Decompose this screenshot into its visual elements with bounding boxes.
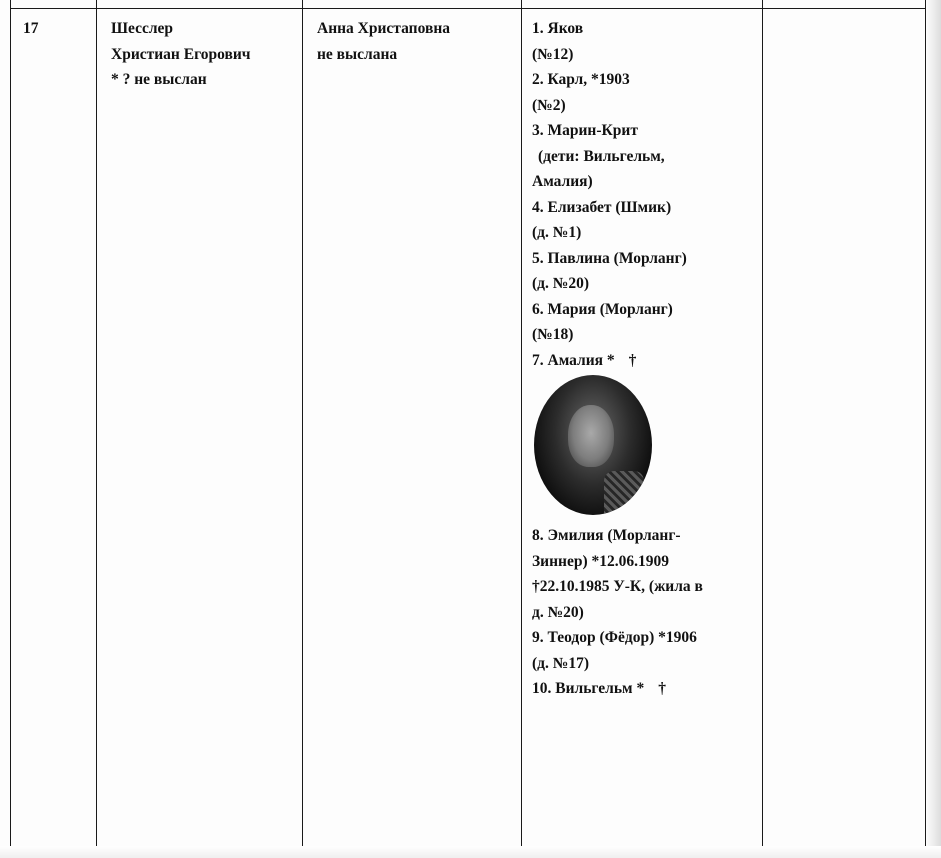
child-3-note-1: (дети: Вильгельм, <box>538 147 665 165</box>
table-row <box>11 9 926 854</box>
wife-cell <box>303 9 522 854</box>
child-1-ref: (№12) <box>532 45 574 63</box>
page-edge-shadow <box>927 0 941 858</box>
child-8-line-2: Зиннер) *12.06.1909 <box>532 552 670 570</box>
table-top-strip <box>11 0 926 9</box>
child-9-name: 9. Теодор (Фёдор) *1906 <box>532 629 697 646</box>
head-status: * ? не выслан <box>111 71 207 88</box>
portrait-collar <box>604 471 644 515</box>
head-surname: Шесслер <box>111 20 174 37</box>
head-name: Христиан Егорович <box>111 45 251 63</box>
child-8-line-3: †22.10.1985 У-К, (жила в <box>532 578 703 595</box>
child-7-name: 7. Амалия * <box>532 351 615 369</box>
child-6-ref: (№18) <box>532 326 574 343</box>
child-7-death-mark: † <box>628 351 637 369</box>
wife-name: Анна Христаповна <box>317 20 450 37</box>
child-10-death-mark: † <box>658 680 666 697</box>
child-7-line <box>532 348 756 374</box>
record-number-cell <box>11 9 97 854</box>
portrait-photo-container <box>532 375 756 523</box>
child-6-name: 6. Мария (Морланг) <box>532 300 673 318</box>
child-2-name: 2. Карл, *1903 <box>532 71 630 88</box>
child-3-note-2: Амалия) <box>532 173 593 190</box>
portrait-photo <box>534 375 652 515</box>
child-10-line <box>532 676 756 702</box>
head-of-family-cell <box>97 9 303 854</box>
child-4-name: 4. Елизабет (Шмик) <box>532 198 672 216</box>
child-2-ref: (№2) <box>532 96 566 114</box>
family-record-table <box>10 0 926 854</box>
child-8-name: 8. Эмилия (Морланг- <box>532 527 681 544</box>
child-5-name: 5. Павлина (Морланг) <box>532 249 687 267</box>
child-9-ref: (д. №17) <box>532 654 589 672</box>
child-4-ref: (д. №1) <box>532 224 582 241</box>
child-8-line-4: д. №20) <box>532 603 584 621</box>
child-10-name: 10. Вильгельм * <box>532 680 645 697</box>
children-cell <box>522 9 763 854</box>
record-number: 17 <box>23 20 39 37</box>
child-3-name: 3. Марин-Крит <box>532 122 638 139</box>
page-bottom-curl <box>0 846 941 858</box>
child-5-ref: (д. №20) <box>532 275 589 292</box>
child-1-name: 1. Яков <box>532 20 584 37</box>
notes-cell <box>763 9 926 854</box>
portrait-face <box>568 405 614 467</box>
wife-status: не выслана <box>317 45 398 63</box>
